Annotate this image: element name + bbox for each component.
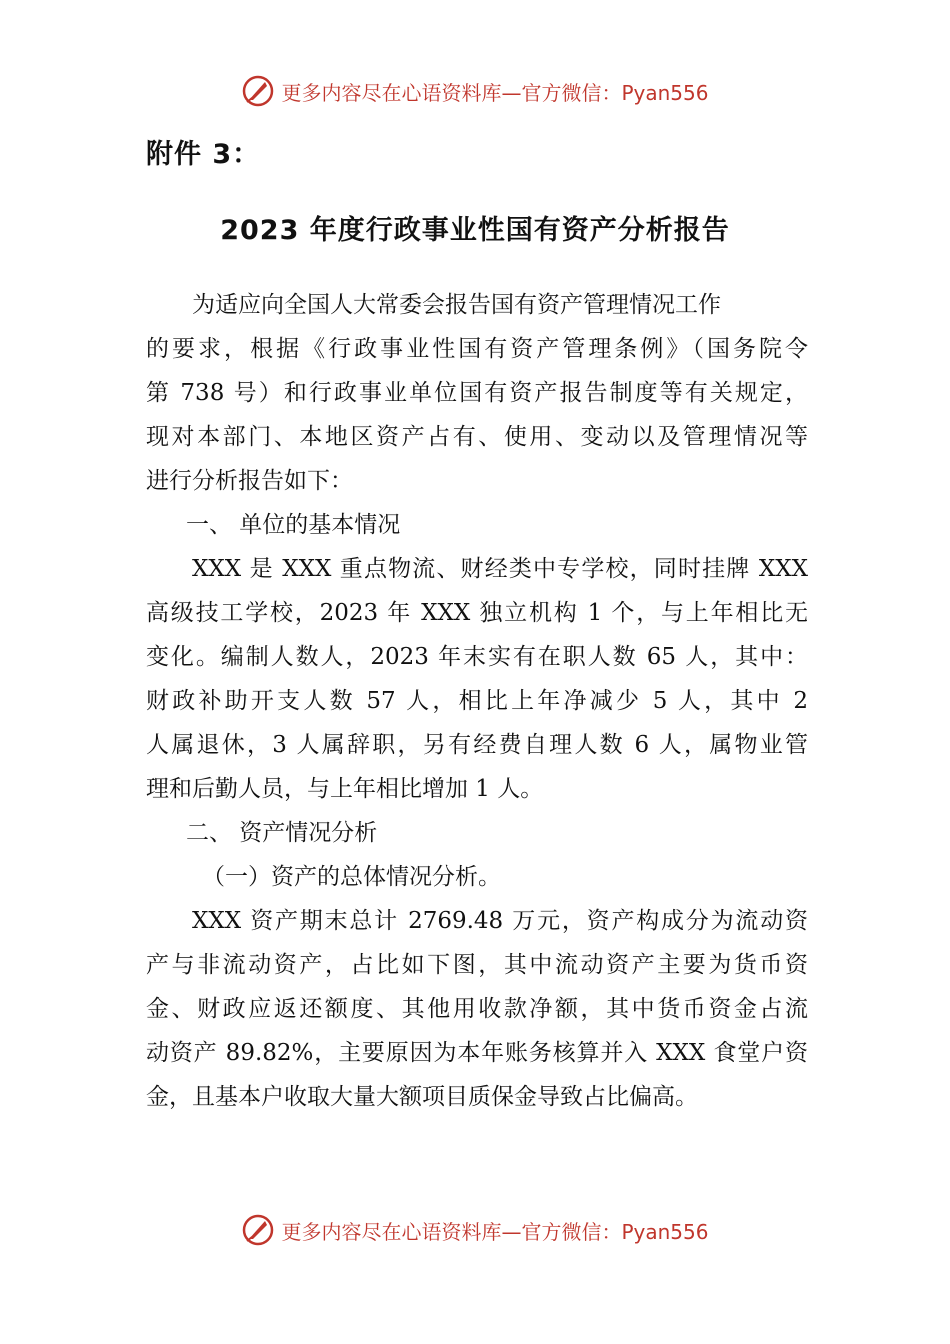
quill-logo-icon xyxy=(241,74,275,108)
paragraph-line: XXX 资产期末总计 2769.48 万元，资产构成分为流动资 xyxy=(192,908,808,934)
paragraph-line: 为适应向全国人大常委会报告国有资产管理情况工作 xyxy=(192,292,721,318)
paragraph-line: 金、财政应返还额度、其他用收款净额，其中货币资金占流 xyxy=(146,996,808,1022)
subsection-heading: （一）资产的总体情况分析。 xyxy=(202,864,501,890)
attachment-label: 附件 3： xyxy=(146,139,261,170)
document-title: 2023 年度行政事业性国有资产分析报告 xyxy=(220,215,730,246)
document-body xyxy=(146,283,808,1119)
banner-text: 更多内容尽在心语资料库—官方微信：Pyan556 xyxy=(281,1219,709,1244)
paragraph-line: 人属退休，3 人属辞职，另有经费自理人数 6 人，属物业管 xyxy=(146,732,808,758)
paragraph-line: 进行分析报告如下： xyxy=(146,468,353,494)
header-watermark-banner xyxy=(0,74,950,108)
paragraph-line: 理和后勤人员，与上年相比增加 1 人。 xyxy=(146,776,544,802)
paragraph-line: 财政补助开支人数 57 人，相比上年净减少 5 人，其中 2 xyxy=(146,688,808,714)
footer-watermark-banner xyxy=(0,1213,950,1247)
paragraph-line: XXX 是 XXX 重点物流、财经类中专学校，同时挂牌 XXX xyxy=(192,556,808,582)
paragraph-line: 动资产 89.82%，主要原因为本年账务核算并入 XXX 食堂户资 xyxy=(146,1040,808,1066)
section-heading: 二、 资产情况分析 xyxy=(186,820,378,846)
paragraph-line: 变化。编制人数人，2023 年末实有在职人数 65 人，其中： xyxy=(146,644,808,670)
paragraph-line: 高级技工学校，2023 年 XXX 独立机构 1 个，与上年相比无 xyxy=(146,600,808,626)
paragraph-line: 第 738 号）和行政事业单位国有资产报告制度等有关规定， xyxy=(146,380,808,406)
paragraph-line: 产与非流动资产，占比如下图，其中流动资产主要为货币资 xyxy=(146,952,808,978)
banner-text: 更多内容尽在心语资料库—官方微信：Pyan556 xyxy=(281,80,709,105)
paragraph-line: 金，且基本户收取大量大额项目质保金导致占比偏高。 xyxy=(146,1084,698,1110)
section-heading: 一、 单位的基本情况 xyxy=(186,512,401,538)
paragraph-line: 的要求，根据《行政事业性国有资产管理条例》（国务院令 xyxy=(146,336,808,362)
quill-logo-icon xyxy=(241,1213,275,1247)
paragraph-line: 现对本部门、本地区资产占有、使用、变动以及管理情况等 xyxy=(146,424,808,450)
